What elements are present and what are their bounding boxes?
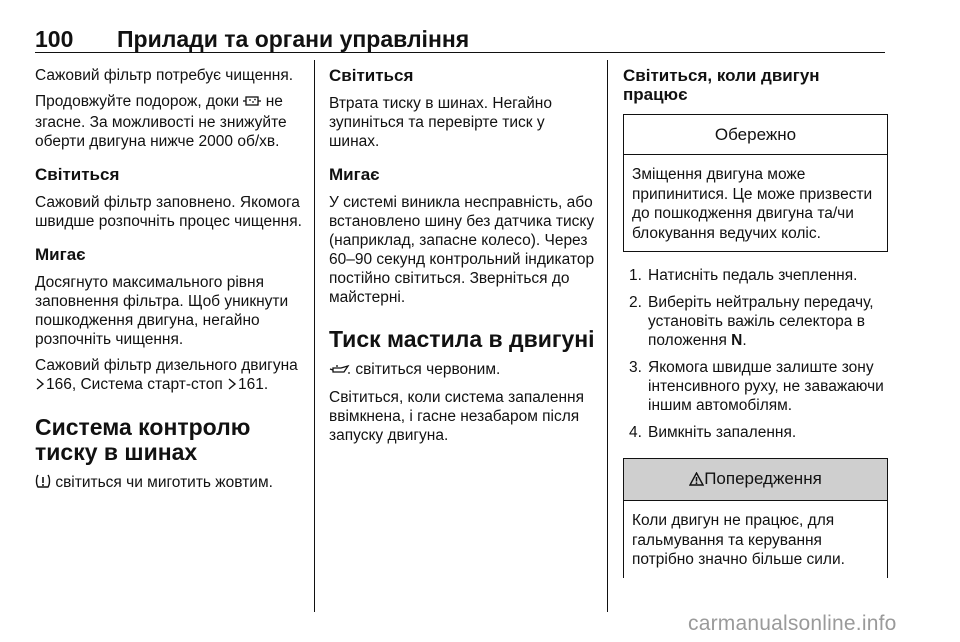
- paragraph: У системі виникла несправність, або встановлено шину без датчика тиску (наприклад, запасне колесо). Через 60–90 секунд контрольний індикатор постійно світиться. Зверніться до майстерні.: [329, 194, 595, 306]
- paragraph: Світиться, коли система запалення ввімкнена, і гасне незабаром після запуску двигуна.: [329, 389, 585, 444]
- list-item: 4. Вимкніть запалення.: [629, 424, 797, 441]
- paragraph: світиться чи миготить жовтим.: [35, 473, 303, 494]
- paragraph: Сажовий фільтр дизельного двигуна 166, Система старт-стоп 161.: [35, 357, 298, 393]
- subheading-engine-running: Світиться, коли двигун працює: [623, 66, 820, 104]
- paragraph: Продовжуйте подорож, доки не згасне. За можливості не знижуйте оберти двигуна нижче 2000 об/хв.: [35, 93, 287, 150]
- caution-box: [623, 114, 888, 252]
- caution-title: Обережно: [624, 115, 887, 155]
- paragraph: світиться червоним.: [329, 360, 597, 381]
- warning-triangle-icon: [689, 471, 704, 490]
- page-reference-link[interactable]: 166, Система старт-стоп: [46, 376, 223, 393]
- page-reference-arrow-icon[interactable]: [35, 376, 45, 395]
- caution-text: Зміщення двигуна може припинитися. Це може призвести до пошкодження двигуна та/чи блокування ведучих коліс.: [632, 166, 873, 242]
- steps-list: [623, 266, 888, 442]
- section-heading-oil-pressure: Тиск мастила в двигуні: [329, 326, 595, 352]
- column-1: [35, 66, 303, 501]
- list-item: 2. Виберіть нейтральну передачу, установіть важіль селектора в положення N.: [629, 294, 874, 349]
- dpf-filter-icon: [243, 94, 261, 113]
- warning-header: [624, 459, 887, 501]
- watermark: carmanualsonline.info: [688, 612, 897, 635]
- paragraph: Сажовий фільтр потребує чищення.: [35, 67, 294, 84]
- subheading-flashes: Мигає: [329, 165, 380, 184]
- subheading-lights: Світиться: [35, 165, 120, 184]
- section-heading-tyre-pressure: Система контролю тиску в шинах: [35, 414, 251, 465]
- subheading-flashes: Мигає: [35, 245, 86, 264]
- column-divider-1: [314, 60, 315, 612]
- column-3: [623, 66, 888, 592]
- header-divider: [35, 52, 885, 53]
- paragraph: Втрата тиску в шинах. Негайно зупиніться та перевірте тиск у шинах.: [329, 95, 552, 150]
- page-number: 100: [35, 26, 74, 52]
- column-2: [329, 66, 597, 452]
- paragraph: Досягнуто максимального рівня заповнення фільтра. Щоб уникнути пошкодження двигуна, негайно розпочніть чищення.: [35, 274, 289, 348]
- warning-title: Попередження: [704, 469, 822, 488]
- page-reference-link[interactable]: 161.: [238, 376, 269, 393]
- subheading-lights: Світиться: [329, 66, 414, 85]
- warning-box: [623, 458, 888, 578]
- oil-can-icon: [329, 362, 351, 381]
- list-item: 3. Якомога швидше залиште зону інтенсивного руху, не заважаючи іншим автомобілям.: [629, 359, 884, 414]
- tyre-pressure-icon: [35, 473, 51, 494]
- column-divider-2: [607, 60, 608, 612]
- page-title: Прилади та органи управління: [117, 26, 470, 52]
- list-item: 1. Натисніть педаль зчеплення.: [629, 267, 858, 284]
- paragraph: Сажовий фільтр заповнено. Якомога швидше розпочніть процес чищення.: [35, 194, 302, 230]
- page-reference-arrow-icon[interactable]: [227, 376, 237, 395]
- warning-text: Коли двигун не працює, для гальмування та керування потрібно значно більше сили.: [632, 512, 845, 568]
